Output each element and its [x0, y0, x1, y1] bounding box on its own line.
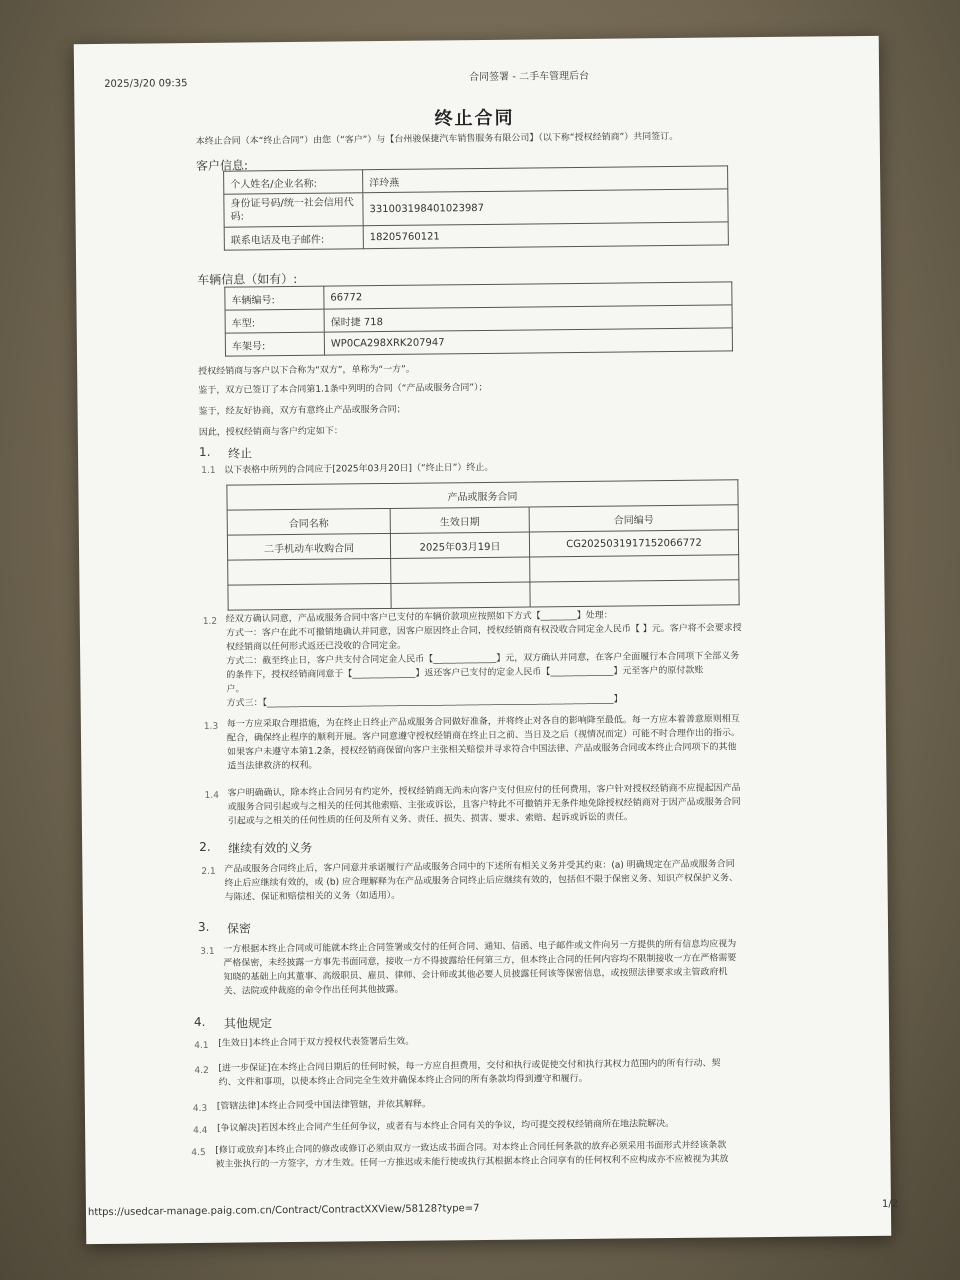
column-header-name: 合同名称: [227, 508, 390, 535]
table-row: [225, 328, 732, 356]
contract-name-cell: 二手机动车收购合同: [227, 533, 390, 560]
document-page: [74, 36, 899, 1244]
print-footer-url: https://usedcar-manage.paig.com.cn/Contract/ContractXXView/58128?type=7: [87, 1203, 480, 1219]
clause-1-1-text: 以下表格中所列的合同应于[2025年03月20日]（“终止日”）终止。: [224, 462, 494, 476]
clause-1-2-text: [226, 607, 787, 711]
text-line: 适当法律救济的权利。: [227, 760, 318, 772]
text-line: 或服务合同引起或与之相关的任何其他索赔、主张或诉讼，且客户特此不可撤销并无条件地免除授权经销商对于因产品或服务合同: [227, 797, 741, 813]
clause-2-1-number: 2.1: [201, 866, 216, 877]
clause-4-3-text: [217, 1094, 797, 1114]
clause-1-4-text: [228, 781, 788, 829]
vehicle-vin-key: 车架号:: [225, 332, 324, 356]
clause-1-2-number: 1.2: [202, 616, 218, 627]
contract-date-cell: 2025年03月19日: [390, 532, 529, 558]
contracts-table-caption: 产品或服务合同: [227, 480, 738, 510]
text-line: 方式一：客户在此不可撤销地确认并同意，因客户原因终止合同，授权经销商有权没收合同定金人民币【 】元。客户将不会要求授: [225, 623, 742, 639]
clause-1-3-text: [227, 712, 788, 774]
text-line: 客户明确确认，除本终止合同另有约定外，授权经销商无尚未向客户支付但应付的任何费用，客户针对授权经销商不应提起因产品: [227, 783, 741, 799]
contract-number-cell: CG2025031917152066772: [529, 530, 738, 557]
section-4-title: 其他规定: [223, 1016, 273, 1031]
vehicle-number-value: 66772: [324, 282, 732, 309]
clause-1-1-number: 1.1: [201, 465, 216, 476]
clause-4-1-number: 4.1: [194, 1040, 209, 1052]
customer-info-table: [223, 165, 729, 250]
customer-contact-key: 联系电话及电子邮件:: [224, 226, 363, 250]
text-line: 约、文件和事项，以使本终止合同完全生效并确保本终止合同的所有条款均得到遵守和履行。: [218, 1073, 588, 1088]
recital-whereas-2: 鉴于，经友好协商，双方有意终止产品或服务合同；: [198, 404, 406, 417]
contracts-table: [226, 479, 739, 610]
print-datetime: 2025/3/20 09:35: [104, 78, 188, 90]
clause-4-3-number: 4.3: [192, 1103, 208, 1115]
clause-4-4-number: 4.4: [193, 1125, 208, 1137]
column-header-number: 合同编号: [529, 505, 738, 532]
text-line: [争议解决]若因本终止合同产生任何争议，或者有与本终止合同有关的争议，均可提交授权经销商所在地法院解决。: [217, 1119, 675, 1134]
customer-contact-value: 18205760121: [363, 222, 728, 249]
vehicle-number-key: 车辆编号:: [225, 286, 324, 310]
text-line: 权经销商以任何形式返还已没收的合同定金。: [226, 640, 407, 653]
section-2-number: 2.: [199, 839, 211, 854]
contract-name-cell: [228, 583, 391, 610]
vehicle-model-value: 保时捷 718: [324, 305, 732, 332]
recital-therefore: 因此，授权经销商与客户约定如下：: [198, 426, 343, 438]
clause-4-5-text: [215, 1138, 799, 1172]
clause-1-3-number: 1.3: [203, 721, 219, 732]
clause-4-4-text: [217, 1116, 797, 1136]
text-line: 户。: [226, 684, 245, 695]
table-row: [224, 222, 728, 250]
clause-3-1-number: 3.1: [200, 946, 215, 957]
customer-name-key: 个人姓名/企业名称:: [224, 170, 363, 194]
text-line: [进一步保证]在本终止合同日期后的任何时候，每一方应自担费用，交付和执行或促使交付和执行其权力范围内的所有行动、契: [218, 1058, 721, 1074]
clause-3-1-text: [223, 937, 790, 999]
contract-number-cell: [530, 555, 739, 582]
contract-number-cell: [530, 580, 739, 607]
table-row: [228, 580, 739, 610]
section-1-number: 1.: [198, 444, 211, 459]
text-line: 终止后应继续有效的，或 (b) 应合理解释为在产品或服务合同终止后应继续有效的，包括但不限于保密义务、知识产权保护义务、: [224, 873, 739, 889]
contract-name-cell: [228, 558, 391, 585]
clause-1-4-number: 1.4: [204, 790, 219, 801]
table-row: [224, 189, 728, 227]
text-line: 方式二：截至终止日，客户共支付合同定金人民币【______________】元，双方确认并同意，在客户全面履行本合同项下全部义务: [226, 651, 740, 667]
print-page-title: 合同签署 - 二手车管理后台: [469, 70, 590, 84]
customer-info-label: 客户信息:: [195, 158, 249, 173]
recital-whereas-1: 鉴于，双方已签订了本合同第1.1条中列明的合同（“产品或服务合同”）；: [198, 382, 488, 396]
text-line: 被主张执行的一方签字，方才生效。任何一方推迟或未能行使或执行其根据本终止合同享有的任何权利不应构成亦不应被视为其放: [215, 1154, 729, 1170]
vehicle-info-label: 车辆信息（如有）:: [197, 271, 298, 287]
vehicle-model-key: 车型:: [225, 309, 324, 333]
contract-date-cell: [391, 557, 530, 583]
vehicle-info-table: [224, 281, 733, 356]
text-line: 一方根据本终止合同或可能就本终止合同签署或交付的任何合同、通知、信函、电子邮件或文件向另一方提供的所有信息均应视为: [223, 939, 737, 955]
text-line: 的条件下，授权经销商同意于【______________】返还客户已支付的定金人民币【______________】元至客户的原付款账: [226, 665, 704, 681]
text-line: 知晓的基础上向其董事、高级职员、雇员、律师、会计师或其他必要人员披露任何该等保密信息，或按照法律要求或主管政府机: [223, 967, 728, 983]
text-line: [管辖法律]本终止合同受中国法律管辖，并依其解释。: [216, 1099, 431, 1112]
clause-4-2-number: 4.2: [194, 1065, 209, 1077]
text-line: [修订或放弃]本终止合同的修改或修订必须由双方一致达成书面合同。对本终止合同任何条款的放弃必须采用书面形式并经该条款: [215, 1140, 727, 1156]
document-title: 终止合同: [434, 107, 515, 130]
section-3-title: 保密: [226, 921, 252, 936]
customer-id-value: 331003198401023987: [363, 189, 728, 226]
column-header-date: 生效日期: [390, 507, 529, 533]
contract-date-cell: [391, 582, 530, 608]
text-line: 产品或服务合同终止后，客户同意并承诺履行产品或服务合同中的下述所有相关义务并受其约束：(a) 明确规定在产品或服务合同: [224, 859, 735, 875]
vehicle-vin-value: WP0CA298XRK207947: [324, 328, 732, 355]
customer-name-value: 洋玲燕: [363, 166, 728, 193]
text-line: 配合，确保终止程序的顺利开展。客户同意遵守授权经销商在终止日之前、当日及之后（视情况而定）可能不时合理作出的指示。: [226, 728, 741, 744]
section-4-number: 4.: [193, 1014, 206, 1030]
text-line: 严格保密，未经披露一方事先书面同意，接收一方不得披露给任何第三方，但本终止合同的任何内容均不限制接收一方在严格需要: [223, 953, 737, 969]
text-line: 与陈述、保证和赔偿相关的义务（如适用）。: [224, 890, 401, 903]
section-2-title: 继续有效的义务: [228, 840, 313, 856]
intro-paragraph: 本终止合同（本“终止合同”）由您（“客户”）与【台州骏保捷汽车销售服务有限公司】（以下称“授权经销商”）共同签订。: [195, 131, 679, 147]
text-line: 关、法院或仲裁庭的命令作出任何其他披露。: [223, 984, 404, 997]
text-line: 引起或与之相关的任何性质的任何及所有义务、责任、损失、损害、要求、索赔、起诉或诉讼的责任。: [227, 812, 633, 827]
text-line: 如果客户未遵守本第1.2条，授权经销商保留向客户主张相关赔偿并寻求符合中国法律、产品或服务合同或本终止合同项下的其他: [227, 742, 737, 758]
recital-parties: 授权经销商与客户以下合称为“双方”，单称为“一方”。: [198, 364, 415, 377]
section-3-number: 3.: [197, 919, 210, 934]
text-line: 方式三：【_____________________________________________________________________________】: [226, 694, 623, 709]
section-1-title: 终止: [227, 446, 253, 461]
text-line: 经双方确认同意，产品或服务合同中客户已支付的车辆价款项应按照如下方式【________】处理：: [225, 610, 613, 625]
text-line: [生效日]本终止合同于双方授权代表签署后生效。: [218, 1036, 415, 1049]
clause-4-1-text: [218, 1031, 798, 1051]
clause-4-5-number: 4.5: [191, 1147, 206, 1159]
customer-id-key: 身份证号码/统一社会信用代码:: [224, 193, 363, 227]
print-page-number: 1/2: [881, 1198, 899, 1210]
text-line: 每一方应采取合理措施，为在终止日终止产品或服务合同做好准备，并将终止对各自的影响降至最低。每一方应本着善意原则相互: [226, 714, 740, 730]
clause-2-1-text: [224, 857, 788, 905]
clause-4-2-text: [218, 1056, 798, 1090]
